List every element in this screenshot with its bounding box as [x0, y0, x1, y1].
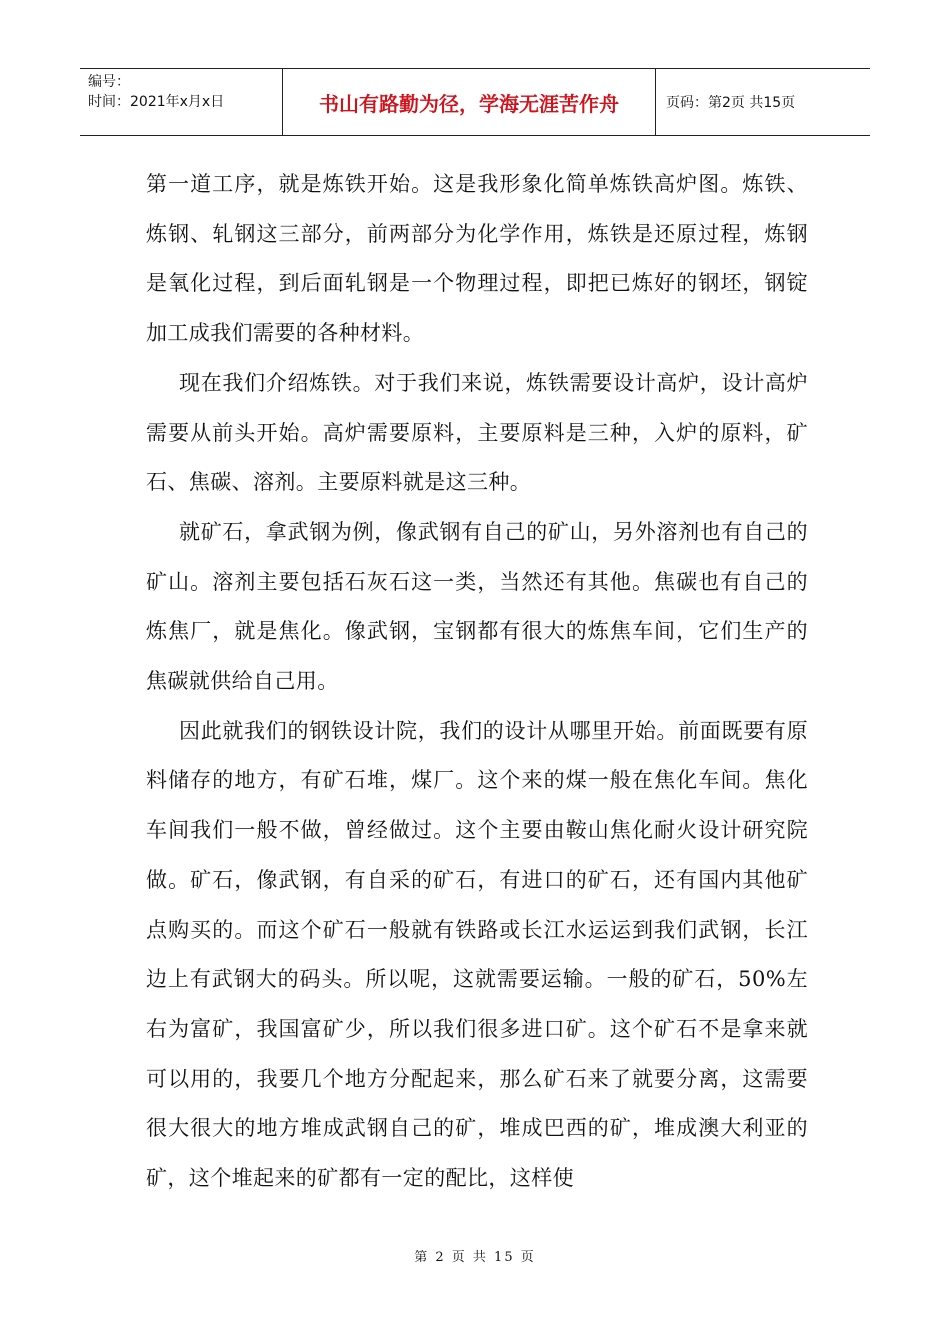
header-motto: 书山有路勤为径，学海无涯苦作舟: [283, 69, 656, 135]
document-number-label: 编号：: [88, 74, 130, 90]
header-meta: [80, 69, 283, 135]
header-page-info: 页码：第2页 共15页: [666, 95, 796, 111]
paragraph-1: 第一道工序，就是炼铁开始。这是我形象化简单炼铁高炉图。炼铁、炼钢、轧钢这三部分，前两部分为化学作用，炼铁是还原过程，炼钢是氧化过程，到后面轧钢是一个物理过程，即把已炼好的钢坯，钢锭加工成我们需要的各种材料。: [146, 172, 808, 346]
document-time: 时间：2021年x月x日: [88, 94, 225, 110]
page-header: [80, 68, 870, 136]
paragraph-4: 因此就我们的钢铁设计院，我们的设计从哪里开始。前面既要有原料储存的地方，有矿石堆，煤厂。这个来的煤一般在焦化车间。焦化车间我们一般不做，曾经做过。这个主要由鞍山焦化耐火设计研究院做。矿石，像武钢，有自采的矿石，有进口的矿石，还有国内其他矿点购买的。而这个矿石一般就有铁路或长江水运运到我们武钢，长江边上有武钢大的码头。所以呢，这就需要运输。一般的矿石，50%左右为富矿，我国富矿少，所以我们很多进口矿。这个矿石不是拿来就可以用的，我要几个地方分配起来，那么矿石来了就要分离，这需要很大很大的地方堆成武钢自己的矿，堆成巴西的矿，堆成澳大利亚的矿，这个堆起来的矿都有一定的配比，这样使: [146, 718, 808, 1191]
document-body: [146, 160, 808, 1204]
page-footer: 第 2 页 共 15 页: [414, 1250, 536, 1265]
paragraph-2: 现在我们介绍炼铁。对于我们来说，炼铁需要设计高炉，设计高炉需要从前头开始。高炉需要原料，主要原料是三种，入炉的原料，矿石、焦碳、溶剂。主要原料就是这三种。: [146, 370, 808, 495]
paragraph-3: 就矿石，拿武钢为例，像武钢有自己的矿山，另外溶剂也有自己的矿山。溶剂主要包括石灰石这一类，当然还有其他。焦碳也有自己的炼焦厂，就是焦化。像武钢，宝钢都有很大的炼焦车间，它们生产的焦碳就供给自己用。: [146, 519, 808, 694]
